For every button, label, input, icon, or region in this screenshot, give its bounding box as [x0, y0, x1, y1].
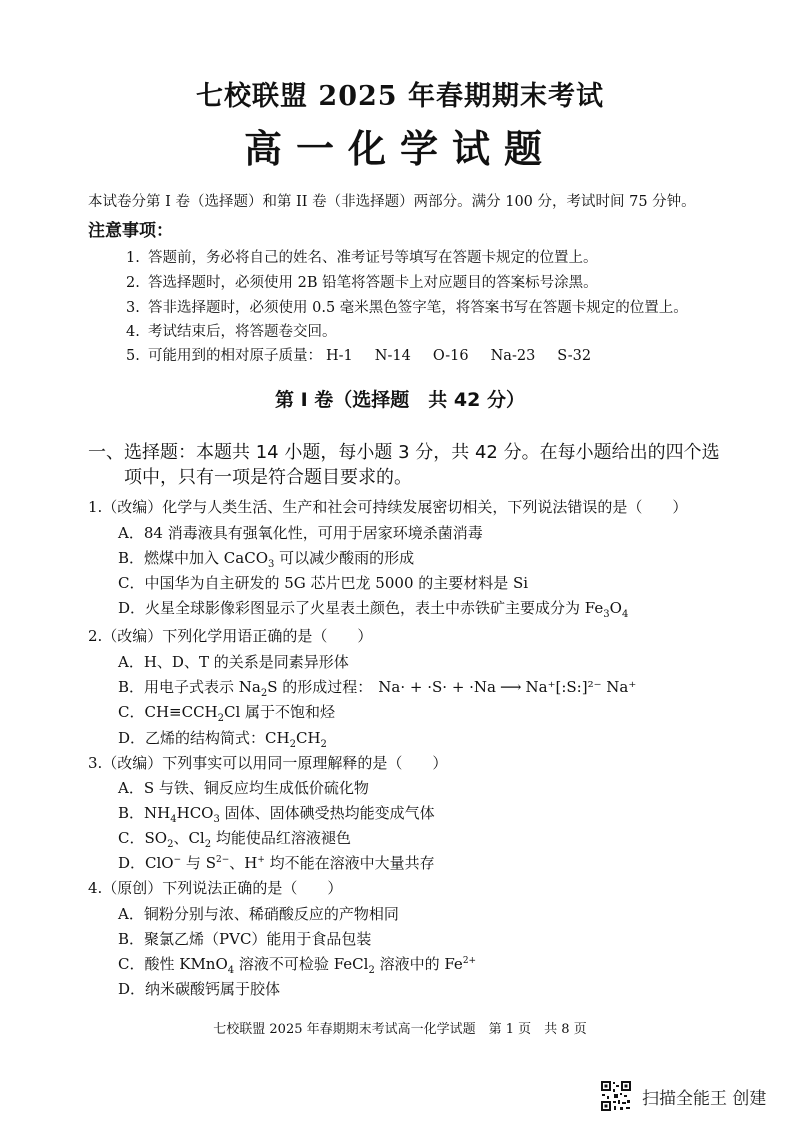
scanner-watermark — [600, 1080, 766, 1112]
question-1-option-c: C．中国华为自主研发的 5G 芯片巴龙 5000 的主要材料是 Si — [118, 574, 529, 592]
question-4-option-b: B．聚氯乙烯（PVC）能用于食品包装 — [118, 930, 372, 948]
question-2-option-c: C．$CH\equiv CCH_2Cl$ 属于不饱和烃 — [118, 703, 336, 724]
atom-mass: H-1 — [326, 348, 353, 364]
notice-item-atomic-masses: 5. 可能用到的相对原子质量： H-1 N-14 O-16 Na-23 S-32 — [126, 348, 592, 364]
notice-item: 2. 答选择题时，必须使用 2B 铅笔将答题卡上对应题目的答案标号涂黑。 — [126, 275, 598, 291]
question-3-option-b: B．$NH_4HCO_3$ 固体、固体碘受热均能变成气体 — [118, 804, 435, 825]
part-instructions-line1: 一、选择题：本题共 14 小题，每小题 3 分，共 42 分。在每小题给出的四个选 — [88, 442, 720, 463]
atom-mass: S-32 — [557, 348, 592, 364]
exam-subtitle: 高一化学试题 — [243, 127, 556, 171]
section-title: 第 I 卷（选择题 共 42 分） — [275, 389, 525, 411]
electron-formula-right: Na⁺[:S:]²⁻ Na⁺ — [525, 678, 637, 696]
notice-item: 1. 答题前，务必将自己的姓名、准考证号等填写在答题卡规定的位置上。 — [126, 250, 598, 266]
question-3-option-c: C．$SO_2$、$Cl_2$ 均能使品红溶液褪色 — [118, 829, 351, 850]
question-1-option-a: A．84 消毒液具有强氧化性，可用于居家环境杀菌消毒 — [118, 524, 483, 542]
question-1-option-d: D．火星全球影像彩图显示了火星表土颜色，表土中赤铁矿主要成分为 $Fe_3O_4$ — [118, 599, 629, 620]
watermark-text: 扫描全能王 创建 — [642, 1088, 767, 1109]
reaction-arrow: ⟶ — [500, 678, 522, 696]
notice-title: 注意事项： — [88, 221, 173, 241]
question-3-option-a: A．S 与铁、铜反应均生成低价硫化物 — [118, 779, 369, 797]
notice-item: 4. 考试结束后，将答题卷交回。 — [126, 324, 337, 340]
atom-mass: Na-23 — [490, 348, 536, 364]
question-4-option-c: C．酸性 KMnO$_4$ 溶液不可检验 FeCl$_2$ 溶液中的 $Fe^{2+}$ — [118, 955, 477, 976]
exam-intro: 本试卷分第 I 卷（选择题）和第 II 卷（非选择题）两部分。满分 100 分，考试时间 75 分钟。 — [88, 194, 696, 210]
page-footer: 七校联盟 2025 年春期期末考试高一化学试题 第 1 页 共 8 页 — [213, 1022, 587, 1037]
part-instructions-line2: 项中，只有一项是符合题目要求的。 — [124, 467, 412, 488]
qr-code-icon — [600, 1080, 632, 1112]
question-2-option-d: D．乙烯的结构简式：$CH_2CH_2$ — [118, 729, 327, 750]
atom-mass: O-16 — [432, 348, 469, 364]
question-2-option-a: A．H、D、T 的关系是同素异形体 — [118, 653, 349, 671]
question-1-stem: 1.（改编）化学与人类生活、生产和社会可持续发展密切相关，下列说法错误的是（ ） — [88, 498, 688, 516]
notice-item: 3. 答非选择题时，必须使用 0.5 毫米黑色签字笔，将答案书写在答题卡规定的位置上。 — [126, 300, 688, 316]
question-3-option-d: D．ClO− 与 $S^{2-}$、H+ 均不能在溶液中大量共存 — [118, 854, 435, 872]
question-2-option-b: B．用电子式表示 $Na_2S$ 的形成过程： Na· + ·S· + ·Na ⟶ Na⁺[:S:]²⁻ Na⁺ — [118, 678, 637, 699]
question-4-option-d: D．纳米碳酸钙属于胶体 — [118, 980, 281, 998]
question-1-option-b: B．燃煤中加入 CaCO$_3$ 可以减少酸雨的形成 — [118, 549, 415, 570]
question-2-stem: 2.（改编）下列化学用语正确的是（ ） — [88, 627, 373, 645]
exam-title: 七校联盟 2025 年春期期末考试 — [196, 81, 604, 112]
question-4-option-a: A．铜粉分别与浓、稀硝酸反应的产物相同 — [118, 905, 399, 923]
question-4-stem: 4.（原创）下列说法正确的是（ ） — [88, 879, 343, 897]
question-3-stem: 3.（改编）下列事实可以用同一原理解释的是（ ） — [88, 754, 448, 772]
electron-formula-left: Na· + ·S· + ·Na — [378, 678, 496, 696]
atom-mass: N-14 — [374, 348, 411, 364]
